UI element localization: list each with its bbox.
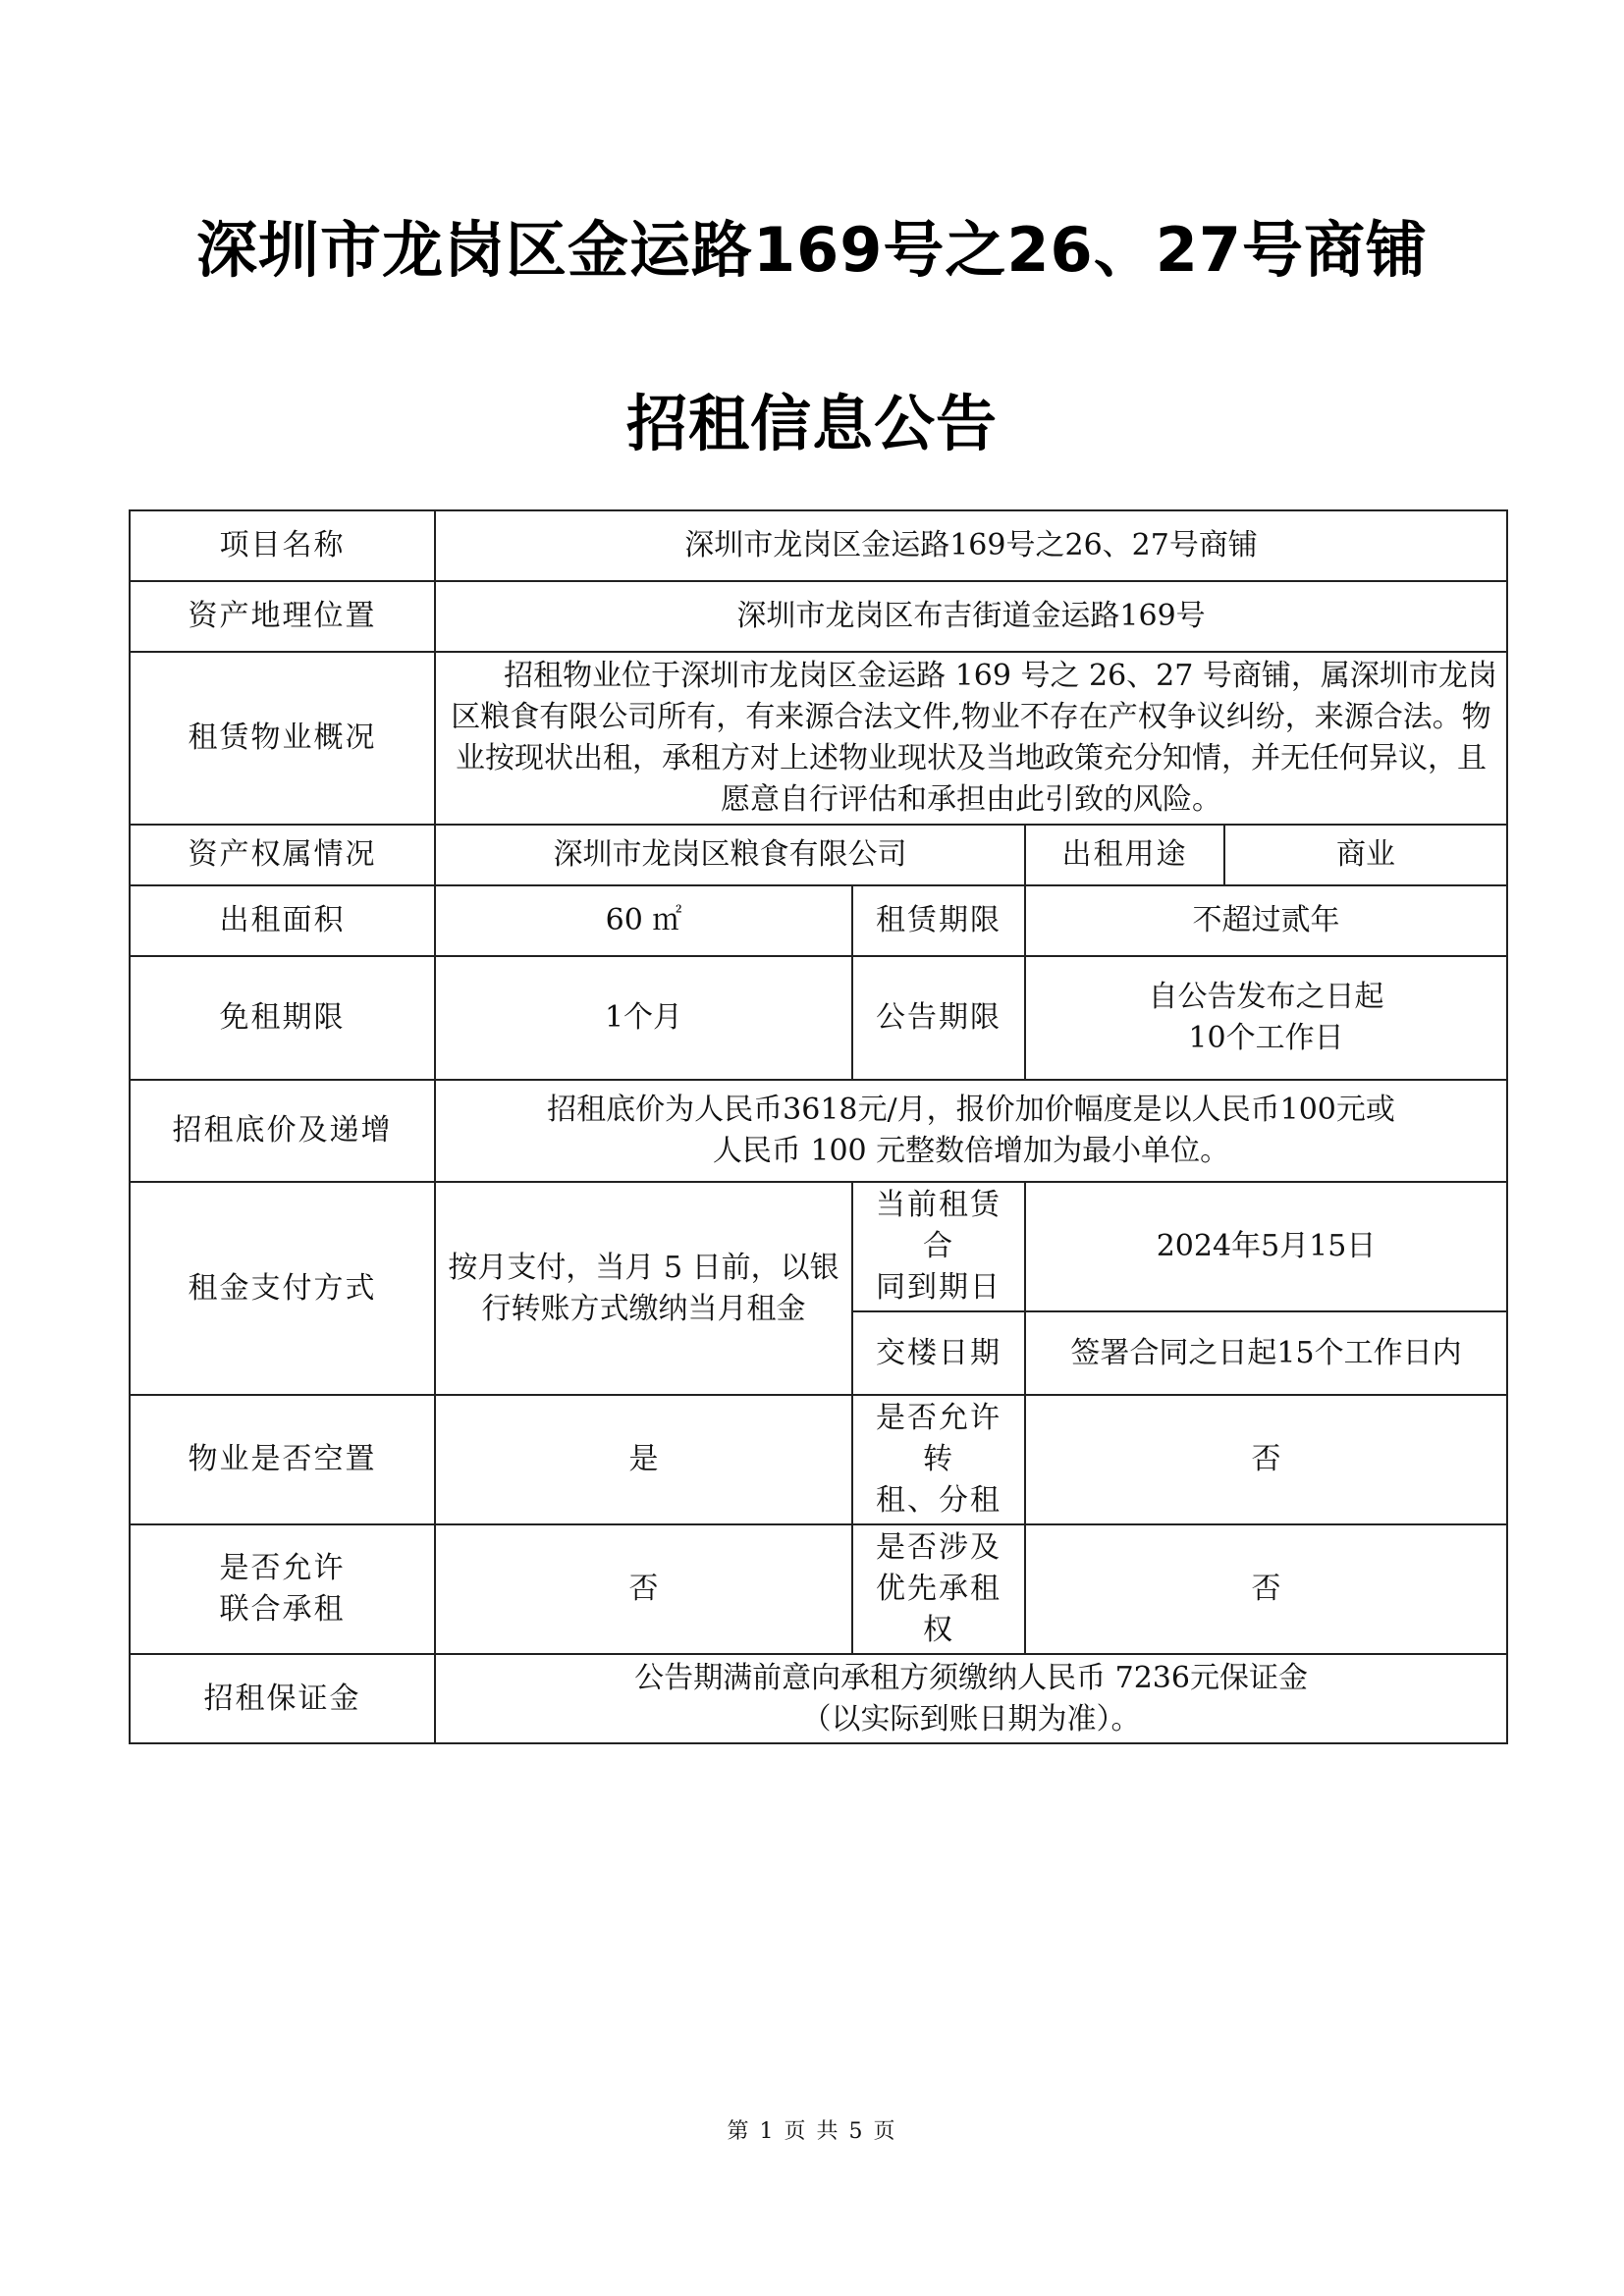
priority-right-label-line1: 是否涉及 — [876, 1530, 1001, 1565]
table-row — [130, 510, 1507, 581]
notice-period-line2: 10个工作日 — [1188, 1021, 1344, 1055]
ownership-value: 深圳市龙岗区粮食有限公司 — [435, 825, 1025, 885]
area-label: 出租面积 — [130, 885, 435, 956]
project-name-label: 项目名称 — [130, 510, 435, 581]
contract-end-value: 2024年5月15日 — [1025, 1182, 1507, 1311]
vacant-value: 是 — [435, 1395, 852, 1524]
deposit-line2: （以实际到账日期为准）。 — [801, 1701, 1141, 1736]
notice-period-line1: 自公告发布之日起 — [1148, 980, 1384, 1014]
base-price-value — [435, 1080, 1507, 1182]
table-row — [130, 652, 1507, 825]
deposit-label: 招租保证金 — [130, 1654, 435, 1743]
table-row — [130, 1395, 1507, 1524]
base-price-line2: 人民币 100 元整数倍增加为最小单位。 — [712, 1134, 1230, 1168]
contract-end-label — [852, 1182, 1025, 1311]
table-row — [130, 1524, 1507, 1654]
joint-lease-label-line2: 联合承租 — [219, 1592, 346, 1627]
table-row — [130, 1080, 1507, 1182]
table-row — [130, 581, 1507, 652]
handover-value: 签署合同之日起15个工作日内 — [1025, 1311, 1507, 1395]
base-price-line1: 招租底价为人民币3618元/月，报价加价幅度是以人民币100元或 — [547, 1093, 1395, 1127]
page-number: 第 1 页 共 5 页 — [727, 2119, 897, 2144]
vacant-label: 物业是否空置 — [130, 1395, 435, 1524]
handover-label: 交楼日期 — [852, 1311, 1025, 1395]
area-value: 60 ㎡ — [435, 885, 852, 956]
rent-free-value: 1个月 — [435, 956, 852, 1080]
document-subtitle: 招租信息公告 — [625, 388, 998, 459]
overview-label: 租赁物业概况 — [130, 652, 435, 825]
table-row — [130, 825, 1507, 885]
ownership-label: 资产权属情况 — [130, 825, 435, 885]
location-value: 深圳市龙岗区布吉街道金运路169号 — [435, 581, 1507, 652]
notice-period-value — [1025, 956, 1507, 1080]
deposit-value — [435, 1654, 1507, 1743]
lease-info-table — [129, 509, 1508, 1744]
payment-label: 租金支付方式 — [130, 1182, 435, 1395]
priority-right-label-line2: 优先承租权 — [876, 1572, 1001, 1647]
contract-end-label-line1: 当前租赁合 — [876, 1188, 1001, 1263]
usage-label: 出租用途 — [1025, 825, 1224, 885]
joint-lease-label-line1: 是否允许 — [219, 1551, 346, 1585]
lease-term-value: 不超过贰年 — [1025, 885, 1507, 956]
priority-right-label — [852, 1524, 1025, 1654]
priority-right-value: 否 — [1025, 1524, 1507, 1654]
project-name-value: 深圳市龙岗区金运路169号之26、27号商铺 — [435, 510, 1507, 581]
sublease-label — [852, 1395, 1025, 1524]
base-price-label: 招租底价及递增 — [130, 1080, 435, 1182]
overview-value: 招租物业位于深圳市龙岗区金运路 169 号之 26、27 号商铺，属深圳市龙岗区粮食有限公司所有，有来源合法文件,物业不存在产权争议纠纷，来源合法。物业按现状出租，承租方对上述物业现状及当地政策充分知情，并无任何异议，且愿意自行评估和承担由此引致的风险。 — [435, 652, 1507, 825]
sublease-label-line2: 租、分租 — [876, 1483, 1001, 1518]
lease-term-label: 租赁期限 — [852, 885, 1025, 956]
payment-value: 按月支付，当月 5 日前，以银行转账方式缴纳当月租金 — [435, 1182, 852, 1395]
notice-period-label: 公告期限 — [852, 956, 1025, 1080]
sublease-value: 否 — [1025, 1395, 1507, 1524]
deposit-line1: 公告期满前意向承租方须缴纳人民币 7236元保证金 — [634, 1660, 1308, 1695]
joint-lease-value: 否 — [435, 1524, 852, 1654]
joint-lease-label — [130, 1524, 435, 1654]
sublease-label-line1: 是否允许转 — [876, 1401, 1001, 1476]
table-row — [130, 1182, 1507, 1311]
location-label: 资产地理位置 — [130, 581, 435, 652]
contract-end-label-line2: 同到期日 — [876, 1270, 1001, 1305]
table-row — [130, 885, 1507, 956]
rent-free-label: 免租期限 — [130, 956, 435, 1080]
document-title: 深圳市龙岗区金运路169号之26、27号商铺 — [196, 214, 1428, 286]
table-row — [130, 956, 1507, 1080]
usage-value: 商业 — [1224, 825, 1507, 885]
table-row — [130, 1654, 1507, 1743]
